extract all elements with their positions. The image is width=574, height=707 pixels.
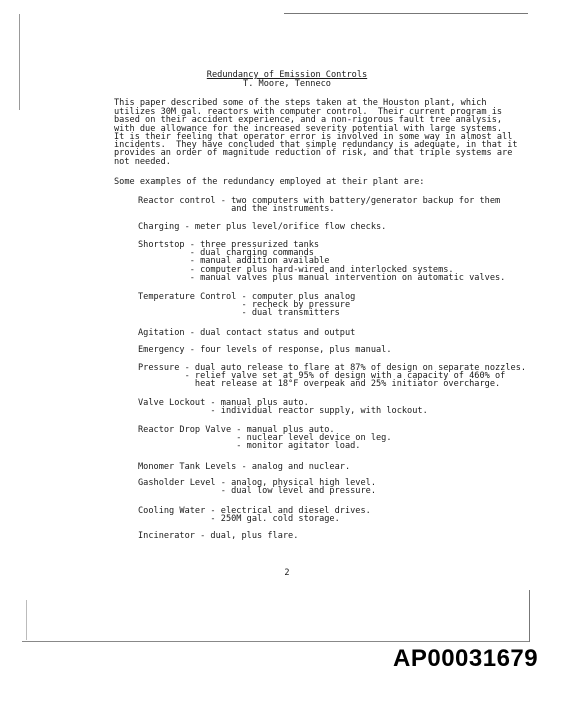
list-item-line: Monomer Tank Levels - analog and nuclear.: [138, 462, 351, 472]
list-item-line: - dual charging commands: [138, 248, 314, 259]
list-item-line: - dual transmitters: [138, 308, 340, 319]
page-number: 2: [284, 568, 290, 578]
list-item-line: - individual reactor supply, with lockout.: [138, 406, 428, 417]
document-id-stamp: AP00031679: [393, 645, 539, 672]
list-item-line: - recheck by pressure: [138, 300, 351, 311]
intro-line: This paper described some of the steps taken at the Houston plant, which: [114, 98, 487, 108]
list-item-line: - manual addition available: [138, 256, 330, 267]
list-item-line: - 250M gal. cold storage.: [138, 514, 340, 525]
intro-line: based on their accident experience, and a non-rigorous fault tree analysis,: [114, 115, 503, 125]
list-item-line: - manual valves plus manual intervention on automatic valves.: [138, 272, 506, 283]
list-item-line: - computer plus hard-wired and interlocked systems.: [138, 264, 454, 275]
list-item-line: Cooling Water - electrical and diesel drives.: [138, 506, 371, 516]
list-item-line: Valve Lockout - manual plus auto.: [138, 398, 309, 408]
left-scan-edge-lower: [26, 600, 27, 640]
list-item-line: Gasholder Level - analog, physical high level.: [138, 478, 376, 488]
list-item-line: Pressure - dual auto release to flare at 87% of design on separate nozzles.: [138, 363, 527, 373]
intro-line: It is their feeling that operator error is involved in some way in almost all: [114, 132, 513, 142]
list-item-line: Reactor Drop Valve - manual plus auto.: [138, 425, 335, 435]
list-item-line: Charging - meter plus level/orifice flow checks.: [138, 222, 387, 232]
list-item-line: Temperature Control - computer plus analog: [138, 292, 356, 302]
list-item-line: Emergency - four levels of response, plus manual.: [138, 345, 392, 355]
intro-line: provides an order of magnitude reduction of risk, and that triple systems are: [114, 148, 513, 158]
bottom-scan-edge: [22, 641, 530, 642]
list-item-line: - relief valve set at 95% of design with a capacity of 460% of: [138, 371, 506, 382]
list-item-line: Agitation - dual contact status and output: [138, 328, 356, 338]
list-item-line: and the instruments.: [138, 204, 335, 215]
list-item-line: heat release at 18°F overpeak and 25% initiator overcharge.: [138, 379, 501, 390]
document-author: T. Moore, Tenneco: [243, 79, 331, 89]
top-scan-edge: [284, 13, 528, 14]
intro-line: incidents. They have concluded that simple redundancy is adequate, in that it: [114, 140, 518, 150]
list-item-line: - nuclear level device on leg.: [138, 433, 392, 444]
intro-line: not needed.: [114, 157, 171, 167]
examples-heading: Some examples of the redundancy employed at their plant are:: [114, 177, 425, 187]
list-item-line: Shortstop - three pressurized tanks: [138, 240, 320, 250]
right-scan-edge: [529, 590, 530, 642]
intro-line: with due allowance for the increased severity potential with large systems.: [114, 124, 503, 134]
intro-line: utilizes 30M gal. reactors with computer control. Their current program is: [114, 107, 503, 117]
list-item-line: Reactor control - two computers with battery/generator backup for them: [138, 196, 501, 206]
left-scan-edge: [19, 14, 20, 110]
document-title: Redundancy of Emission Controls: [206, 70, 368, 80]
list-item-line: - dual low level and pressure.: [138, 486, 376, 497]
list-item-line: Incinerator - dual, plus flare.: [138, 531, 299, 541]
list-item-line: - monitor agitator load.: [138, 441, 361, 452]
